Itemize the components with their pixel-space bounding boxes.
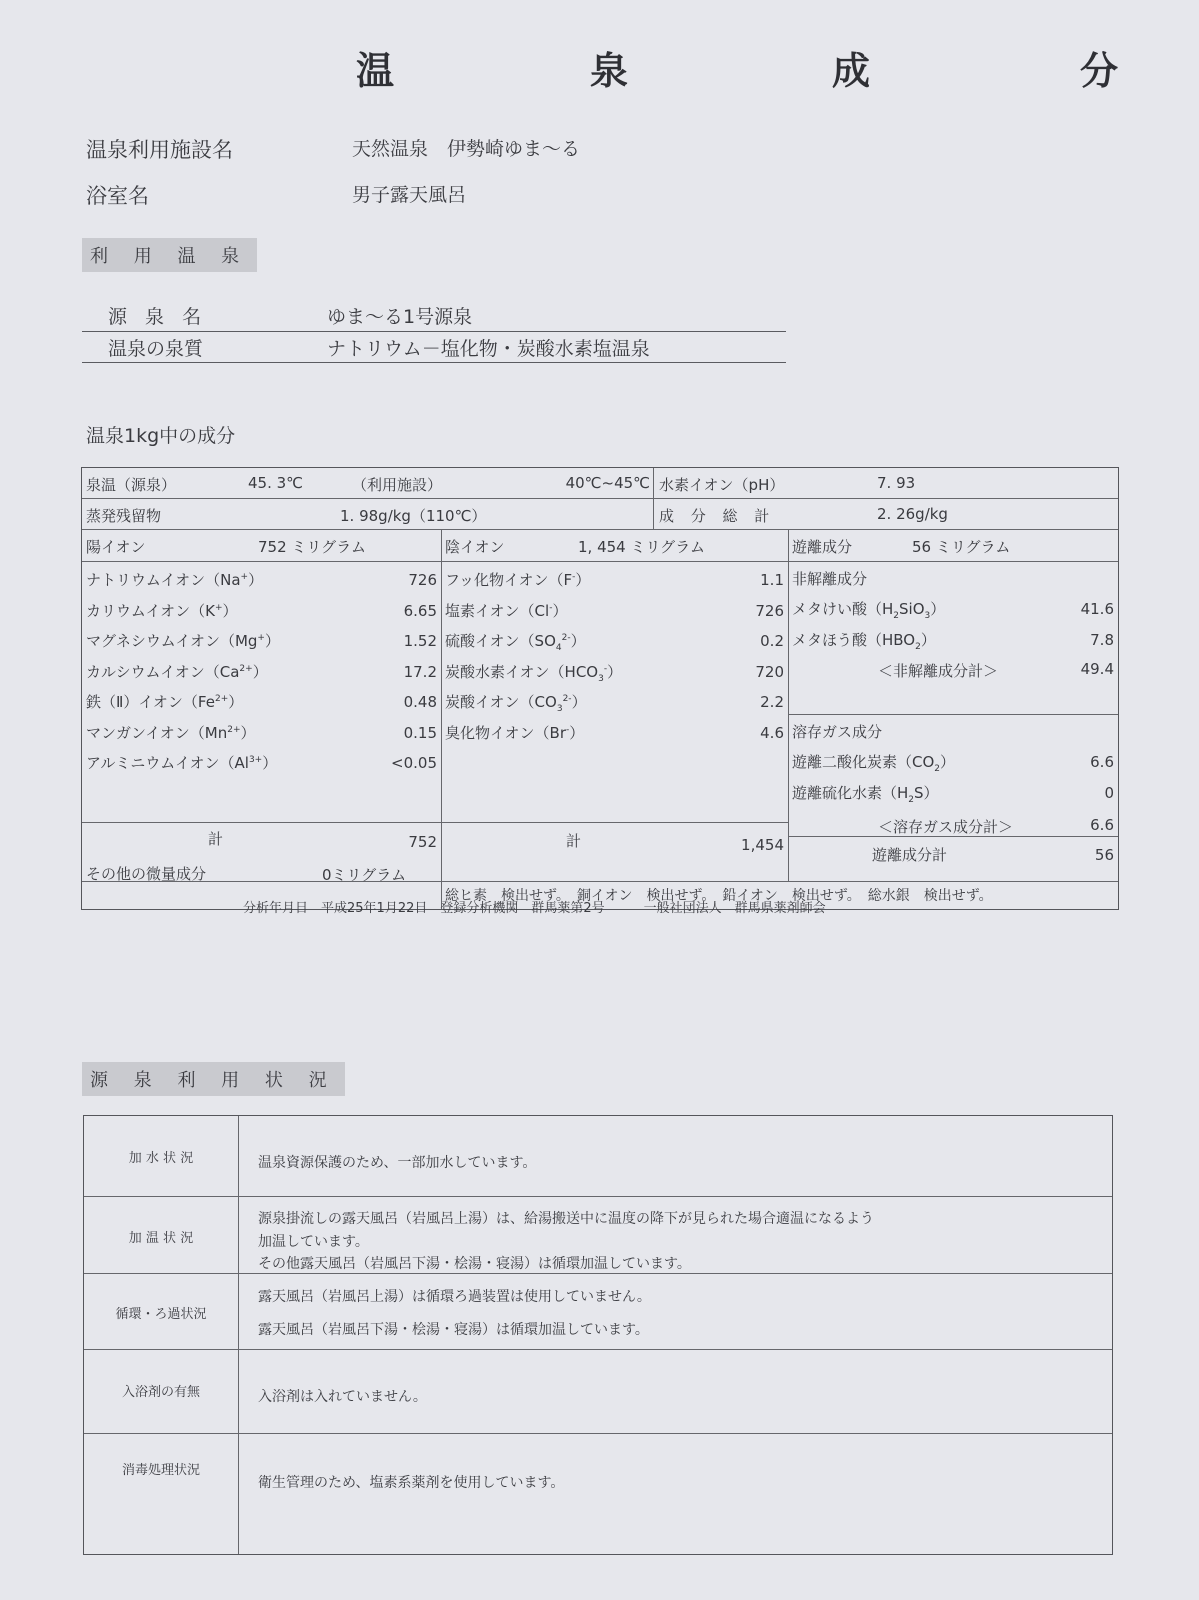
anion-total: 1, 454 ミリグラム	[578, 538, 706, 556]
nonionized-row-value: 41.6	[1080, 600, 1114, 618]
grid-line	[441, 822, 788, 823]
grid-line	[788, 714, 1118, 715]
cation-row-value: 726	[408, 571, 437, 589]
facility-temp-label: （利用施設）	[352, 476, 443, 494]
gas-row-name: 遊離二酸化炭素$(CO_2)$	[792, 753, 956, 774]
cation-row-value: 0.48	[403, 693, 437, 711]
anion-row-value: 2.2	[760, 693, 784, 711]
cation-row-value: 6.65	[403, 601, 437, 620]
cation-row-name: カリウムイオン（K+）	[86, 601, 238, 620]
cation-row-name: マンガンイオン$(Mn^{2+})$	[86, 723, 256, 742]
free-header: 遊離成分	[792, 538, 853, 556]
residue-value: 1. 98g/kg（110℃）	[340, 507, 487, 525]
status-label-water: 加 水 状 況	[128, 1151, 194, 1166]
status-text: 源泉掛流しの露天風呂（岩風呂上湯）は、給湯搬送中に温度の降下が見られた場合適温になるよう	[258, 1211, 874, 1227]
nonionized-sum-value: 49.4	[1080, 660, 1114, 678]
nonionized-sum-label: ＜非解離成分計＞	[878, 662, 999, 680]
cation-sum-value: 752	[408, 833, 437, 851]
divider	[82, 331, 786, 332]
gas-header: 溶存ガス成分	[792, 723, 883, 741]
cation-row-name: カルシウムイオン$(Ca^{2+})$	[86, 662, 268, 681]
source-name-label: 源 泉 名	[108, 306, 208, 328]
quality-label: 温泉の泉質	[108, 338, 204, 360]
cation-total: 752 ミリグラム	[258, 538, 366, 556]
grid-line	[82, 529, 1118, 530]
status-text: 露天風呂（岩風呂上湯）は循環ろ過装置は使用していません。	[258, 1289, 651, 1305]
cation-row-value: 17.2	[403, 662, 437, 681]
free-sum-label: 遊離成分計	[872, 846, 948, 864]
analysis-heading: 温泉1kg中の成分	[86, 425, 236, 447]
total-value: 2. 26g/kg	[877, 505, 948, 523]
title-char-1: 温	[356, 49, 395, 93]
title-char-2: 泉	[590, 49, 629, 93]
temp-value: 45. 3℃	[248, 474, 304, 492]
title-char-4: 分	[1080, 49, 1119, 93]
free-total: 56 ミリグラム	[912, 538, 1011, 556]
gas-sum-value: 6.6	[1090, 816, 1114, 834]
anion-row-value: 0.2	[760, 632, 784, 650]
grid-line	[82, 561, 1118, 562]
anion-header: 陰イオン	[445, 538, 505, 556]
facility-label: 温泉利用施設名	[86, 138, 233, 162]
status-label-heating: 加 温 状 況	[128, 1231, 194, 1246]
anion-sum-label: 計	[566, 832, 582, 850]
cation-sum-label: 計	[208, 830, 224, 848]
gas-row-value: 0	[1104, 784, 1114, 802]
status-text: 露天風呂（岩風呂下湯・桧湯・寝湯）は循環加温しています。	[258, 1322, 649, 1338]
quality-value: ナトリウム－塩化物・炭酸水素塩温泉	[327, 338, 650, 360]
anion-row-name: フッ化物イオン（F-）	[445, 571, 591, 589]
status-label-disinfection: 消毒処理状況	[121, 1463, 200, 1478]
status-label-circulation: 循環・ろ過状況	[115, 1307, 207, 1322]
cation-row-name: マグネシウムイオン（Mg+）	[86, 632, 280, 650]
title-char-3: 成	[832, 49, 871, 93]
anion-row-name: 炭酸水素イオン$(HCO_3^-)$	[445, 662, 623, 684]
status-label-bath-agent: 入浴剤の有無	[121, 1385, 200, 1400]
status-table	[83, 1115, 1113, 1555]
trace-value: 0ミリグラム	[322, 866, 407, 884]
room-value: 男子露天風呂	[352, 184, 467, 206]
cation-row-name: アルミニウムイオン$(Al^{3+})$	[86, 754, 278, 772]
nonionized-row-value: 7.8	[1090, 631, 1114, 649]
cation-row-value: 1.52	[403, 632, 437, 650]
grid-line	[82, 498, 1118, 499]
room-label: 浴室名	[86, 184, 149, 208]
anion-sum-value: 1,454	[741, 836, 784, 854]
anion-row-value: 726	[755, 601, 784, 620]
grid-line	[82, 881, 1118, 882]
grid-line	[84, 1433, 1112, 1434]
cation-row-value: <0.05	[391, 754, 437, 772]
heavy-metals-note: 総ヒ素 検出せず。 銅イオン 検出せず。 鉛イオン 検出せず。 総水銀 検出せず。	[445, 888, 993, 904]
ph-value: 7. 93	[877, 474, 916, 492]
grid-line	[653, 468, 654, 529]
cation-row-name: 鉄（Ⅱ）イオン$(Fe^{2+})$	[86, 693, 244, 711]
analysis-table	[81, 467, 1119, 910]
gas-row-value: 6.6	[1090, 753, 1114, 771]
total-label: 成 分 総 計	[659, 507, 776, 525]
cation-header: 陽イオン	[86, 538, 146, 556]
gas-sum-label: ＜溶存ガス成分計＞	[878, 818, 1014, 836]
trace-label: その他の微量成分	[86, 865, 207, 883]
status-text: 衛生管理のため、塩素系薬剤を使用しています。	[258, 1475, 565, 1491]
gas-row-name: 遊離硫化水素$(H_2S)$	[792, 784, 939, 805]
analysis-footer: 分析年月日 平成25年1月22日 登録分析機関 群馬薬第2号 一般社団法人 群馬県薬剤師会	[243, 901, 826, 916]
grid-line	[84, 1273, 1112, 1274]
anion-row-value: 720	[755, 662, 784, 681]
grid-line	[788, 836, 1118, 837]
grid-line	[238, 1116, 239, 1554]
anion-row-value: 1.1	[760, 571, 784, 589]
nonionized-row-name: メタけい酸$(H_2SiO_3)$	[792, 600, 946, 621]
residue-label: 蒸発残留物	[86, 507, 162, 525]
free-sum-value: 56	[1094, 846, 1114, 864]
cation-row-name: ナトリウムイオン（Na+）	[86, 571, 264, 589]
anion-row-value: 4.6	[760, 723, 784, 742]
facility-temp-value: 40℃~45℃	[565, 474, 650, 492]
grid-line	[84, 1349, 1112, 1350]
status-section-heading: 源 泉 利 用 状 況	[82, 1062, 345, 1096]
cation-row-value: 0.15	[403, 723, 437, 742]
source-name-value: ゆま～る1号源泉	[327, 306, 473, 328]
temp-label: 泉温（源泉）	[86, 476, 177, 494]
status-text: 入浴剤は入れていません。	[258, 1389, 427, 1405]
grid-line	[84, 1196, 1112, 1197]
grid-line	[82, 822, 441, 823]
nonionized-row-name: メタほう酸$(HBO_2)$	[792, 631, 936, 652]
anion-row-name: 炭酸イオン$(CO_3^{2-})$	[445, 693, 587, 714]
anion-row-name: 硫酸イオン$(SO_4^{2-})$	[445, 632, 586, 653]
anion-row-name: 塩素イオン（Cl-）	[445, 601, 568, 620]
status-text: その他露天風呂（岩風呂下湯・桧湯・寝湯）は循環加温しています。	[258, 1256, 691, 1272]
status-text: 温泉資源保護のため、一部加水しています。	[258, 1155, 537, 1171]
facility-value: 天然温泉 伊勢崎ゆま～る	[352, 138, 581, 160]
grid-line	[441, 529, 442, 909]
divider	[82, 362, 786, 363]
status-text: 加温しています。	[258, 1234, 369, 1250]
nonionized-header: 非解離成分	[792, 570, 868, 588]
ph-label: 水素イオン（pH）	[659, 476, 785, 494]
grid-line	[788, 529, 789, 881]
anion-row-name: 臭化物イオン（Br-）	[445, 723, 585, 742]
use-section-heading: 利 用 温 泉	[82, 238, 257, 272]
